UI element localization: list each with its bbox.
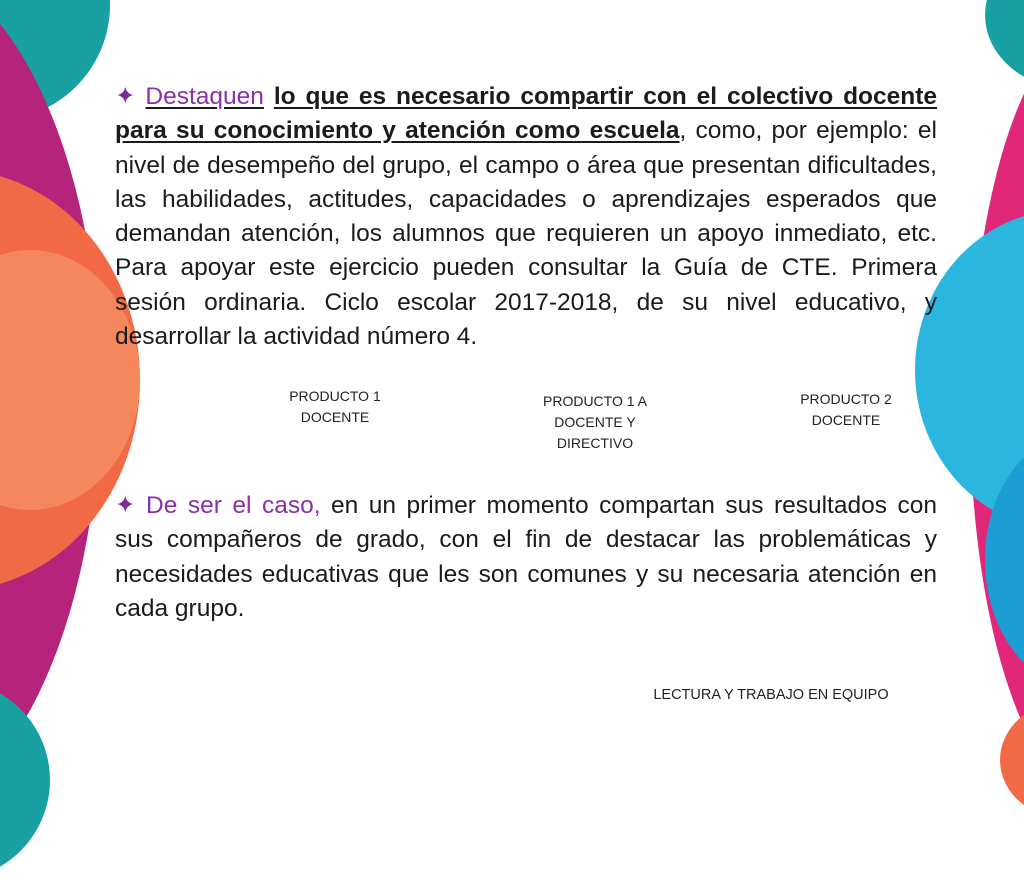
highlight-destaquen: Destaquen: [145, 83, 264, 110]
product-label-2: [520, 391, 670, 454]
paragraph-1-block: [115, 80, 937, 354]
highlight-de-ser-el-caso: De ser el caso,: [146, 492, 321, 519]
paragraph-2-body: en un primer momento compartan sus resultados con sus compañeros de grado, con el fin de destacar las problemáticas y necesidades educativas que les son comunes y su necesaria atención en cada grupo.: [115, 492, 937, 622]
product-label-3: [776, 389, 916, 431]
deco-circle-teal-top-right: [985, 0, 1024, 90]
product-label-2-line2: DOCENTE Y: [554, 414, 636, 430]
product-label-2-line1: PRODUCTO 1 A: [543, 393, 647, 409]
bold-underlined-phrase: lo que es necesario compartir con el colectivo docente para su conocimiento y atención como escuela: [115, 83, 937, 145]
paragraph-2: [115, 489, 937, 626]
product-label-1-line1: PRODUCTO 1: [289, 388, 381, 404]
product-label-1-line2: DOCENTE: [300, 409, 370, 425]
product-label-3-line2: DOCENTE: [811, 412, 881, 428]
star-bullet-icon: ✦: [115, 83, 136, 110]
paragraph-1-body: , como, por ejemplo: el nivel de desempeño del grupo, el campo o área que presentan dificultades, las habilidades, actitudes, capacidades o aprendizajes esperados que demandan atención, los alumnos que requieren un apoyo inmediato, etc. Para apoyar este ejercicio pueden consultar la Guía de CTE. Primera sesión ordinaria. Ciclo escolar 2017-2018, de su nivel educativo, y desarrollar la actividad número 4.: [115, 117, 937, 351]
star-bullet-icon: ✦: [115, 492, 136, 519]
footer-label: LECTURA Y TRABAJO EN EQUIPO: [653, 687, 889, 703]
product-label-2-line3: DIRECTIVO: [556, 435, 634, 451]
product-label-3-line1: PRODUCTO 2: [800, 391, 892, 407]
product-label-1: [265, 386, 405, 428]
deco-circle-orange-bottom-right: [1000, 700, 1024, 820]
paragraph-2-block: [115, 489, 937, 626]
paragraph-1: [115, 80, 937, 354]
